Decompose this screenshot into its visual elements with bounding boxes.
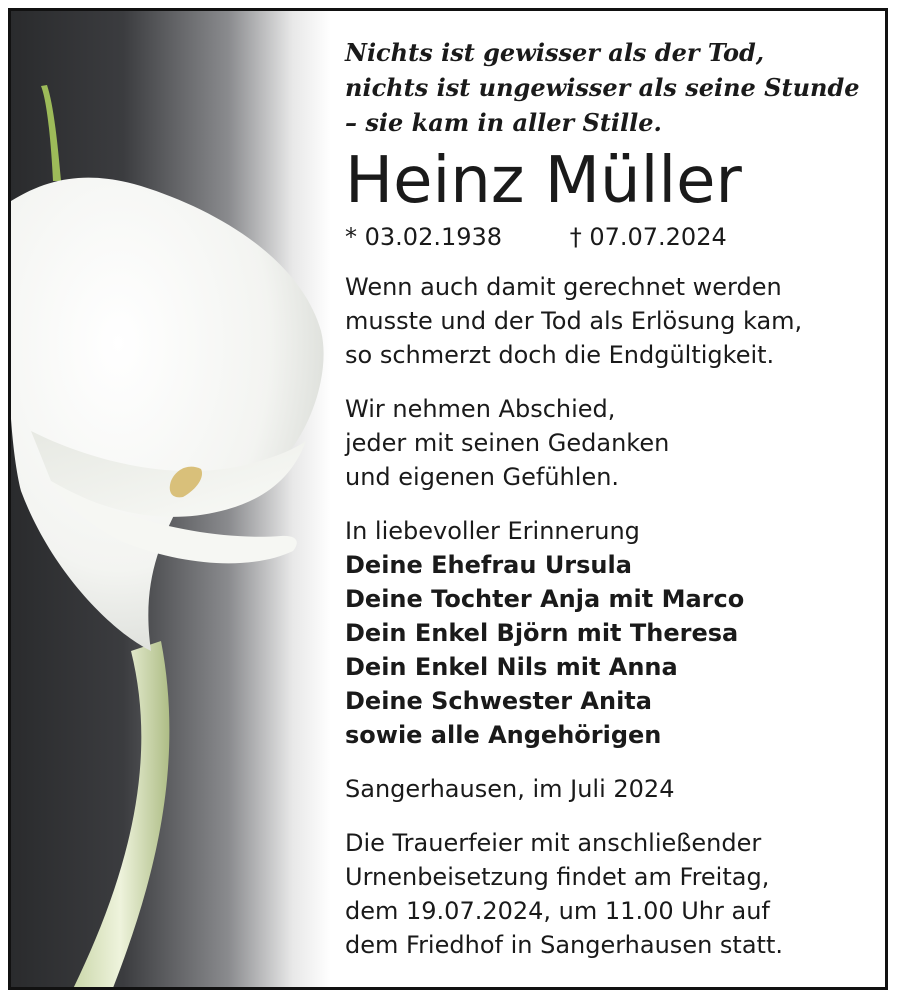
motto-line: Nichts ist gewisser als der Tod,: [345, 38, 765, 67]
motto-line: nichts ist ungewisser als seine Stunde: [345, 73, 860, 102]
paragraph-farewell: [345, 392, 875, 494]
mourners-list: [345, 514, 875, 752]
birth-date: * 03.02.1938: [345, 223, 503, 251]
text-line: dem Friedhof in Sangerhausen statt.: [345, 931, 783, 959]
mourner-name: Dein Enkel Nils mit Anna: [345, 653, 678, 681]
life-dates: [345, 222, 875, 252]
text-line: Die Trauerfeier mit anschließender: [345, 829, 762, 857]
text-line: Wenn auch damit gerechnet werden: [345, 273, 782, 301]
mourners-intro: In liebevoller Erinnerung: [345, 517, 640, 545]
place-date: [345, 772, 875, 806]
calla-lily-image: [11, 11, 331, 987]
funeral-info: [345, 826, 875, 962]
mourner-name: sowie alle Angehörigen: [345, 721, 662, 749]
motto-line: – sie kam in aller Stille.: [345, 108, 662, 137]
text-line: musste und der Tod als Erlösung kam,: [345, 307, 803, 335]
deceased-name: Heinz Müller: [345, 144, 742, 218]
obituary-notice: [8, 8, 888, 990]
death-date: † 07.07.2024: [569, 223, 727, 251]
text-line: und eigenen Gefühlen.: [345, 463, 620, 491]
text-line: jeder mit seinen Gedanken: [345, 429, 670, 457]
text-line: Urnenbeisetzung findet am Freitag,: [345, 863, 770, 891]
paragraph-acceptance: [345, 270, 875, 372]
motto-quote: [345, 35, 875, 140]
mourner-name: Deine Tochter Anja mit Marco: [345, 585, 745, 613]
mourner-name: Dein Enkel Björn mit Theresa: [345, 619, 739, 647]
notice-text: [345, 35, 875, 982]
place-date-text: Sangerhausen, im Juli 2024: [345, 775, 675, 803]
text-line: Wir nehmen Abschied,: [345, 395, 616, 423]
mourner-name: Deine Ehefrau Ursula: [345, 551, 632, 579]
text-line: dem 19.07.2024, um 11.00 Uhr auf: [345, 897, 770, 925]
text-line: so schmerzt doch die Endgültigkeit.: [345, 341, 775, 369]
mourner-name: Deine Schwester Anita: [345, 687, 652, 715]
calla-lily-icon: [11, 11, 331, 990]
